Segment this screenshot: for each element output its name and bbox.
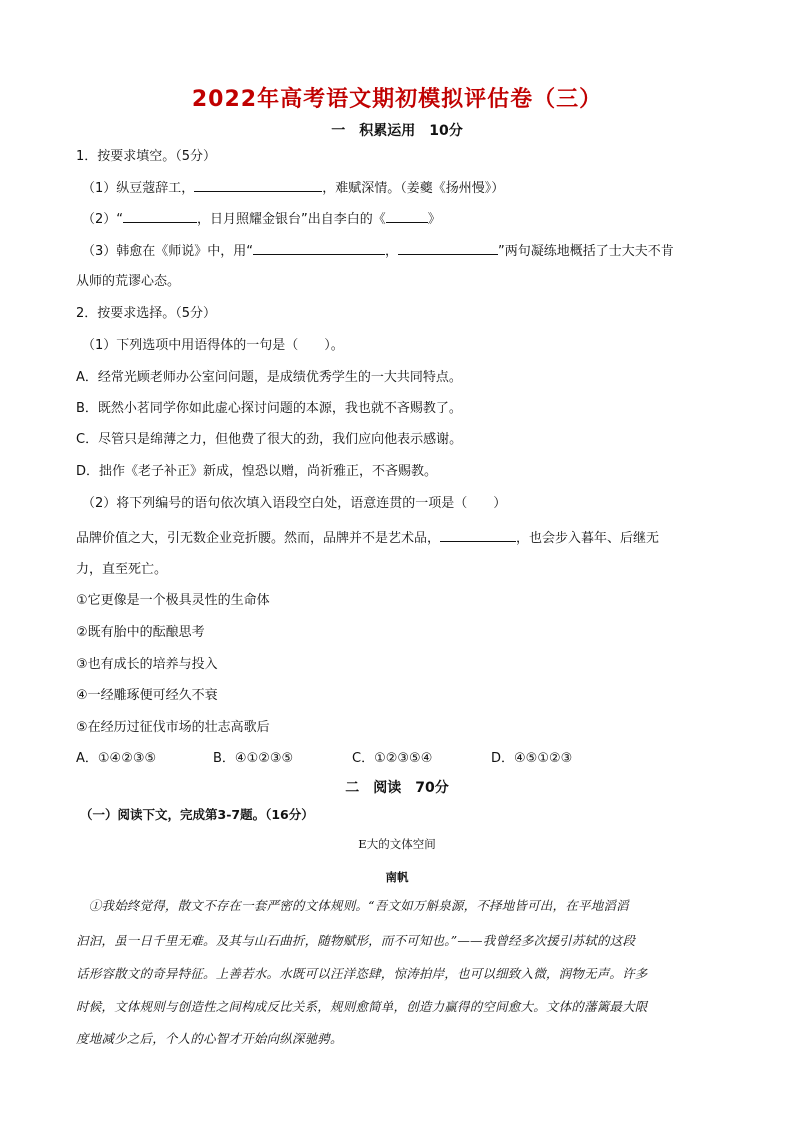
answer-blank[interactable] [398, 242, 498, 255]
choice-b: B．④①②③⑤ [213, 751, 294, 766]
article-author: 南帆 [385, 870, 409, 884]
question-2-stem: 2．按要求选择。（5分） [76, 306, 217, 321]
question-1-item-3-cont: 从师的荒谬心态。 [76, 274, 181, 289]
option-d: D．拙作《老子补正》新成，惶恐以赠，尚祈雅正，不吝赐教。 [76, 464, 438, 479]
option-a: A．经常光顾老师办公室问问题，是成绩优秀学生的一大共同特点。 [76, 370, 462, 385]
section-heading-1: 一 积累运用 10分 [331, 123, 463, 139]
choice-c: C．①②③⑤④ [352, 751, 433, 766]
passage-line-1: 品牌价值之大，引无数企业竞折腰。然而，品牌并不是艺术品， ，也会步入暮年、后继无 [76, 531, 660, 546]
choice-a: A．①④②③⑤ [76, 751, 157, 766]
article-line-4: 时候，文体规则与创造性之间构成反比关系，规则愈简单，创造力赢得的空间愈大。文体的藩篱最大限 [76, 999, 648, 1014]
sentence-4: ④一经雕琢便可经久不衰 [76, 688, 218, 703]
answer-blank[interactable] [194, 179, 322, 192]
option-b: B．既然小茗同学你如此虚心探讨问题的本源，我也就不吝赐教了。 [76, 401, 462, 416]
answer-blank[interactable] [440, 529, 516, 542]
section-heading-2: 二 阅读 70分 [345, 780, 449, 796]
question-1-stem: 1．按要求填空。（5分） [76, 149, 217, 164]
sentence-2: ②既有胎中的酝酿思考 [76, 625, 205, 640]
answer-blank[interactable] [386, 210, 428, 223]
reading-subheading: （一）阅读下文，完成第3-7题。（16分） [80, 807, 314, 822]
sentence-5: ⑤在经历过征伐市场的壮志高歌后 [76, 720, 270, 735]
option-c: C．尽管只是绵薄之力，但他费了很大的劲，我们应向他表示感谢。 [76, 432, 463, 447]
sentence-1: ①它更像是一个极具灵性的生命体 [76, 593, 270, 608]
answer-blank[interactable] [253, 242, 385, 255]
article-line-1: ①我始终觉得，散文不存在一套严密的文体规则。“吾文如万斛泉源，不择地皆可出，在平地滔滔 [76, 898, 629, 913]
article-line-2: 汩汩，虽一日千里无难。及其与山石曲折，随物赋形，而不可知也。”——我曾经多次援引苏轼的这段 [76, 933, 636, 948]
sentence-3: ③也有成长的培养与投入 [76, 657, 218, 672]
question-2-sub-2: （2）将下列编号的语句依次填入语段空白处，语意连贯的一项是（ ） [82, 496, 507, 511]
passage-line-2: 力，直至死亡。 [76, 562, 168, 577]
exam-title: 2022年高考语文期初模拟评估卷（三） [191, 87, 603, 112]
answer-blank[interactable] [123, 210, 197, 223]
question-1-item-1: （1）纵豆蔻辞工， ，难赋深情。（姜夔《扬州慢》） [82, 181, 505, 196]
question-1-item-3: （3）韩愈在《师说》中，用“ ， ”两句凝练地概括了士大夫不肯 [82, 244, 674, 259]
article-line-3: 话形容散文的奇异特征。上善若水。水既可以汪洋恣肆，惊涛拍岸，也可以细致入微，润物无声。许多 [76, 966, 648, 981]
question-2-sub-1: （1）下列选项中用语得体的一句是（ ）。 [82, 338, 344, 353]
question-1-item-2: （2）“ ，日月照耀金银台”出自李白的《 》 [82, 212, 441, 227]
choice-d: D．④⑤①②③ [491, 751, 573, 766]
article-title: E大的文体空间 [358, 837, 436, 851]
article-line-5: 度地减少之后，个人的心智才开始向纵深驰骋。 [76, 1031, 343, 1046]
